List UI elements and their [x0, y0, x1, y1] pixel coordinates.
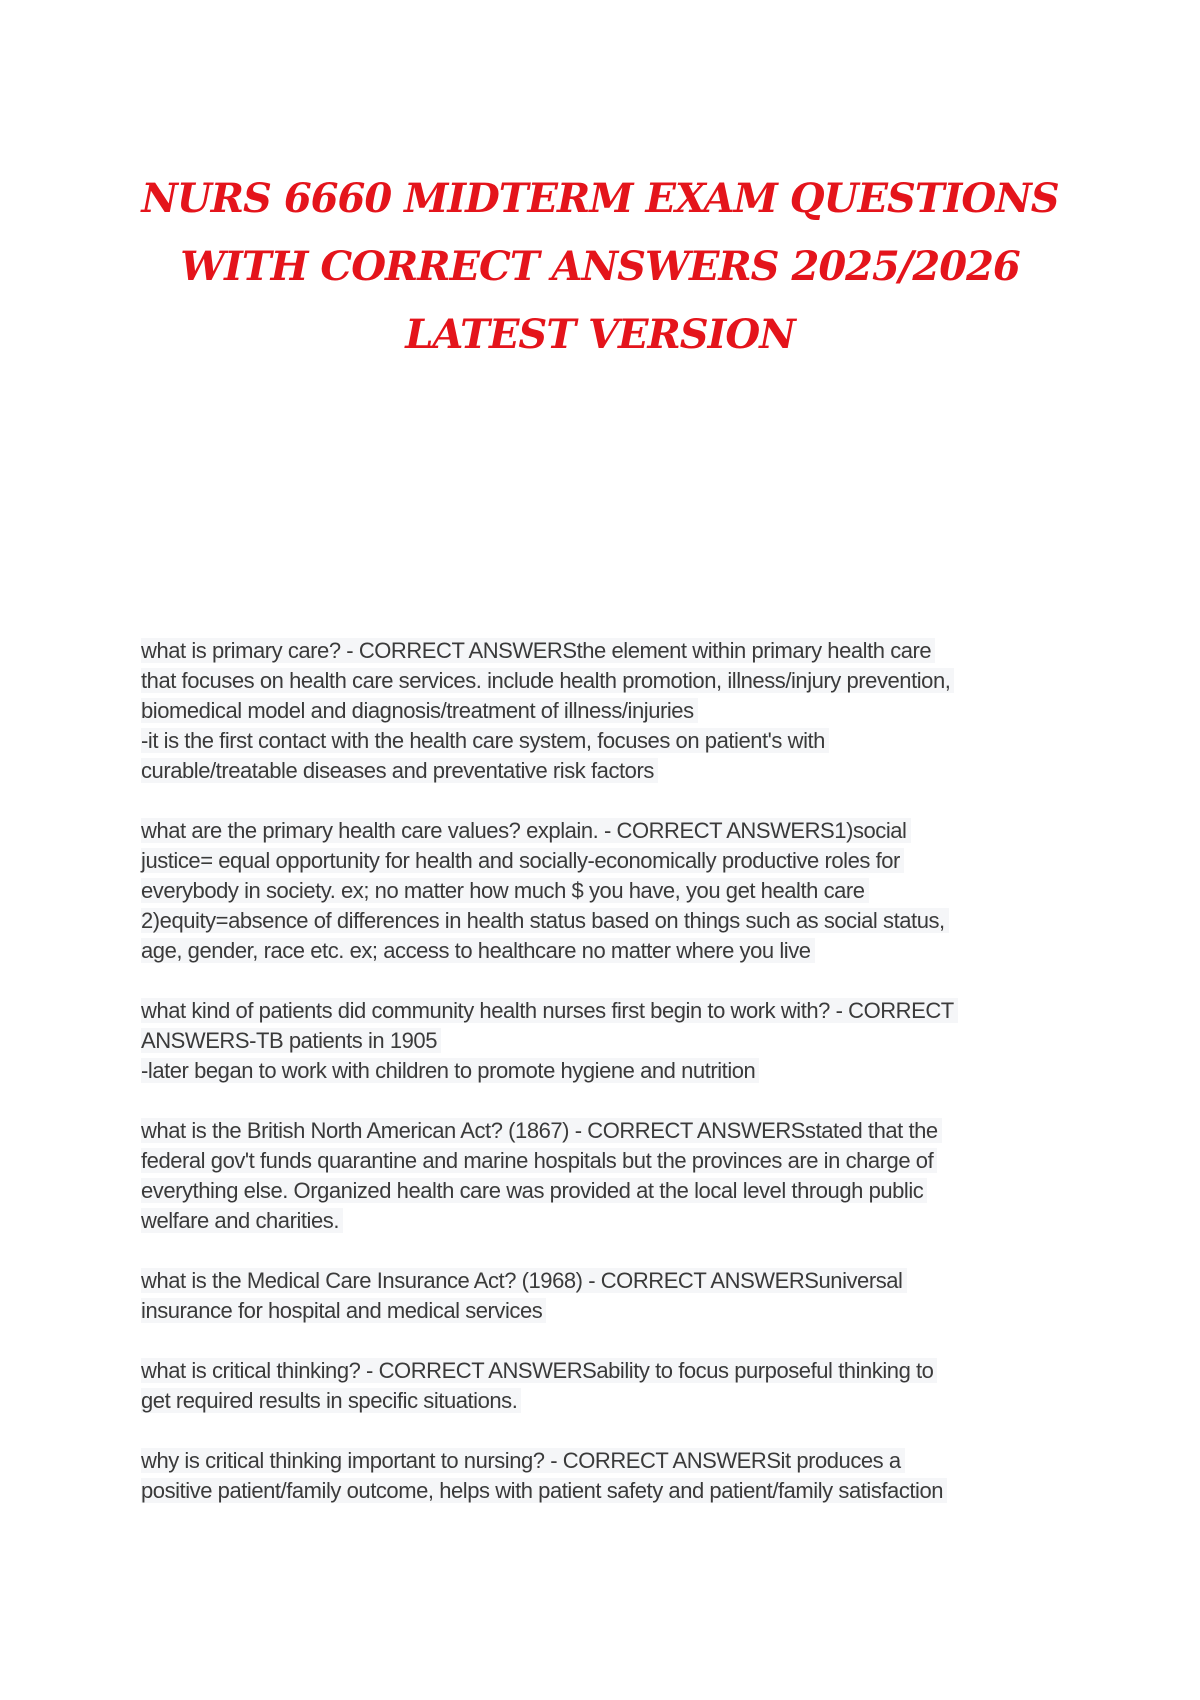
qa-text: get required results in specific situations.	[141, 1388, 521, 1413]
qa-text: everything else. Organized health care was provided at the local level through public	[141, 1178, 927, 1203]
qa-text: ANSWERS-TB patients in 1905	[141, 1028, 441, 1053]
qa-line	[141, 1146, 1066, 1176]
qa-line	[141, 876, 1066, 906]
qa-line	[141, 846, 1066, 876]
qa-line	[141, 1446, 1066, 1476]
qa-text: welfare and charities.	[141, 1208, 343, 1233]
qa-line	[141, 1206, 1066, 1236]
qa-line	[141, 696, 1066, 726]
qa-text: justice= equal opportunity for health and socially-economically productive roles for	[141, 848, 904, 873]
qa-list	[141, 636, 1066, 1536]
qa-text: insurance for hospital and medical services	[141, 1298, 546, 1323]
qa-text: -it is the first contact with the health care system, focuses on patient's with	[141, 728, 829, 753]
qa-text: what is primary care? - CORRECT ANSWERSthe element within primary health care	[141, 638, 935, 663]
qa-line	[141, 666, 1066, 696]
qa-item-primary-care	[141, 636, 1066, 786]
title-line-1: NURS 6660 MIDTERM EXAM QUESTIONS	[141, 175, 1059, 222]
qa-text: what kind of patients did community health nurses first begin to work with? - CORRECT	[141, 998, 958, 1023]
qa-text: everybody in society. ex; no matter how much $ you have, you get health care	[141, 878, 869, 903]
qa-text: federal gov't funds quarantine and marine hospitals but the provinces are in charge of	[141, 1148, 937, 1173]
qa-text: 2)equity=absence of differences in health status based on things such as social status,	[141, 908, 949, 933]
qa-line	[141, 906, 1066, 936]
qa-line	[141, 1296, 1066, 1326]
qa-line	[141, 1356, 1066, 1386]
qa-line	[141, 726, 1066, 756]
qa-line	[141, 1476, 1066, 1506]
qa-text: -later began to work with children to promote hygiene and nutrition	[141, 1058, 759, 1083]
qa-line	[141, 1386, 1066, 1416]
qa-line	[141, 1266, 1066, 1296]
qa-line	[141, 1176, 1066, 1206]
qa-item-community-health-nurses	[141, 996, 1066, 1086]
qa-item-critical-thinking-importance	[141, 1446, 1066, 1506]
qa-line	[141, 756, 1066, 786]
qa-text: what are the primary health care values? explain. - CORRECT ANSWERS1)social	[141, 818, 911, 843]
title-line-3: LATEST VERSION	[405, 311, 795, 358]
qa-text: that focuses on health care services. include health promotion, illness/injury prevention,	[141, 668, 954, 693]
qa-item-medical-care-insurance-act	[141, 1266, 1066, 1326]
title-line-2: WITH CORRECT ANSWERS 2025/2026	[180, 243, 1020, 290]
document-title	[100, 165, 1100, 369]
qa-line	[141, 996, 1066, 1026]
qa-item-health-care-values	[141, 816, 1066, 966]
qa-line	[141, 1026, 1066, 1056]
qa-text: positive patient/family outcome, helps with patient safety and patient/family satisfaction	[141, 1478, 947, 1503]
qa-text: biomedical model and diagnosis/treatment of illness/injuries	[141, 698, 698, 723]
qa-text: what is critical thinking? - CORRECT ANSWERSability to focus purposeful thinking to	[141, 1358, 937, 1383]
qa-item-critical-thinking	[141, 1356, 1066, 1416]
qa-text: what is the British North American Act? (1867) - CORRECT ANSWERSstated that the	[141, 1118, 942, 1143]
qa-line	[141, 1056, 1066, 1086]
qa-item-british-north-american-act	[141, 1116, 1066, 1236]
qa-line	[141, 816, 1066, 846]
qa-text: why is critical thinking important to nursing? - CORRECT ANSWERSit produces a	[141, 1448, 905, 1473]
qa-text: age, gender, race etc. ex; access to healthcare no matter where you live	[141, 938, 815, 963]
qa-text: curable/treatable diseases and preventative risk factors	[141, 758, 658, 783]
qa-text: what is the Medical Care Insurance Act? (1968) - CORRECT ANSWERSuniversal	[141, 1268, 907, 1293]
qa-line	[141, 1116, 1066, 1146]
qa-line	[141, 936, 1066, 966]
qa-line	[141, 636, 1066, 666]
